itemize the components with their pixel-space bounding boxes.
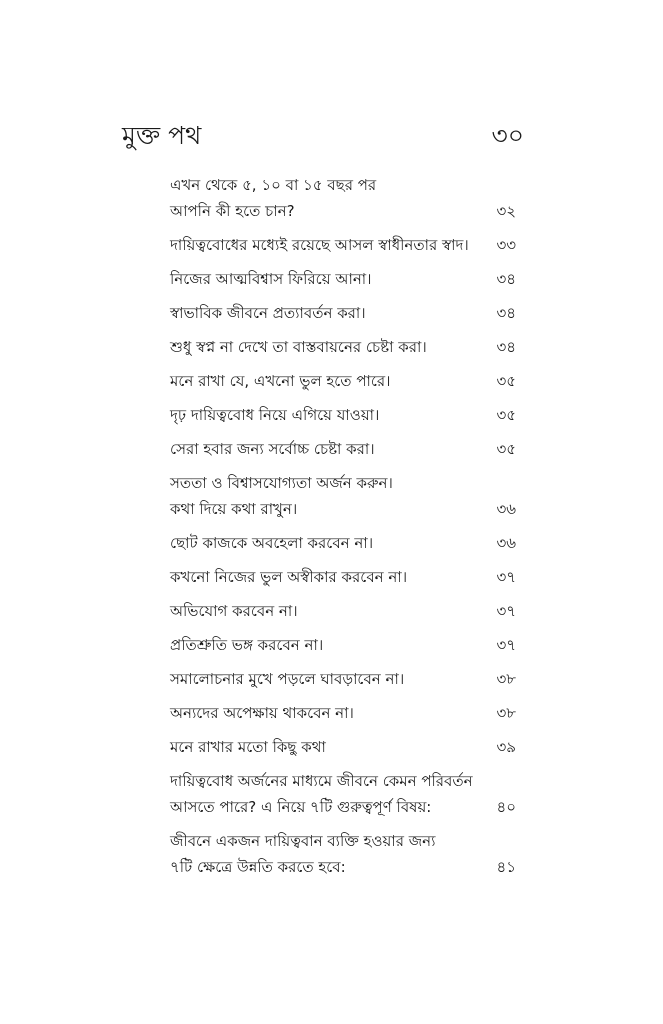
toc-entry-page-number: ৩৫: [496, 372, 516, 390]
toc-entry[interactable]: [170, 436, 516, 462]
toc-entry[interactable]: [170, 368, 516, 394]
toc-entry-page-number: ৩৭: [496, 602, 516, 620]
toc-entry-page-number: ৩৬: [496, 500, 516, 518]
toc-entry-title-line: ছোট কাজকে অবহেলা করবেন না।: [170, 534, 374, 552]
toc-entry-title-line: নিজের আত্মবিশ্বাস ফিরিয়ে আনা।: [170, 270, 372, 288]
toc-entry-title-line: অভিযোগ করবেন না।: [170, 602, 298, 620]
toc-entry-page-number: ৩২: [496, 202, 516, 220]
section-heading: [122, 118, 524, 158]
toc-entry-page-number: ৩৪: [496, 338, 516, 356]
toc-entry[interactable]: [170, 598, 516, 624]
toc-entry[interactable]: [170, 334, 516, 360]
toc-entry-page-number: ৩৫: [496, 440, 516, 458]
toc-entry-page-number: ৩৬: [496, 534, 516, 552]
toc-entry-title-line: আসতে পারে? এ নিয়ে ৭টি গুরুত্বপূর্ণ বিষয়:: [170, 798, 432, 816]
section-page-number: ৩০: [491, 121, 524, 150]
toc-entry-page-number: ৩৭: [496, 568, 516, 586]
toc-entry-page-number: ৩৭: [496, 636, 516, 654]
toc-entry-title-line: সমালোচনার মুখে পড়লে ঘাবড়াবেন না।: [170, 670, 405, 688]
toc-entry[interactable]: [170, 530, 516, 556]
toc-entry-title-line: জীবনে একজন দায়িত্ববান ব্যক্তি হওয়ার জন্য: [170, 832, 436, 850]
toc-entry[interactable]: [170, 300, 516, 326]
toc-entry-page-number: ৩৩: [496, 236, 516, 254]
toc-entry[interactable]: [170, 768, 516, 820]
toc-entry[interactable]: [170, 828, 516, 880]
toc-entry[interactable]: [170, 172, 516, 224]
toc-entry[interactable]: [170, 734, 516, 760]
toc-entry-page-number: ৩৪: [496, 304, 516, 322]
toc-entry-title-line: ৭টি ক্ষেত্রে উন্নতি করতে হবে:: [170, 858, 346, 876]
toc-entry[interactable]: [170, 470, 516, 522]
toc-entry[interactable]: [170, 402, 516, 428]
toc-entry-page-number: ৩৫: [496, 406, 516, 424]
toc-entry[interactable]: [170, 666, 516, 692]
toc-entry-page-number: ৩৮: [496, 704, 516, 722]
toc-entry-page-number: ৪১: [496, 858, 516, 876]
table-of-contents: [170, 172, 516, 888]
toc-entry-title-line: সততা ও বিশ্বাসযোগ্যতা অর্জন করুন।: [170, 474, 393, 492]
toc-entry-title-line: মনে রাখার মতো কিছু কথা: [170, 738, 326, 756]
toc-entry-title-line: সেরা হবার জন্য সর্বোচ্চ চেষ্টা করা।: [170, 440, 375, 458]
toc-entry-title-line: দায়িত্ববোধ অর্জনের মাধ্যমে জীবনে কেমন পরিবর্তন: [170, 772, 473, 790]
toc-entry[interactable]: [170, 564, 516, 590]
toc-entry[interactable]: [170, 632, 516, 658]
toc-entry-title-line: দায়িত্ববোধের মধ্যেই রয়েছে আসল স্বাধীনতার স্বাদ।: [170, 236, 469, 254]
section-title: মুক্ত পথ: [122, 121, 202, 150]
toc-entry-page-number: ৩৮: [496, 670, 516, 688]
toc-entry-title-line: মনে রাখা যে, এখনো ভুল হতে পারে।: [170, 372, 391, 390]
toc-entry-page-number: ৩৯: [496, 738, 516, 756]
toc-entry[interactable]: [170, 266, 516, 292]
toc-entry-page-number: ৪০: [496, 798, 516, 816]
toc-entry-title-line: আপনি কী হতে চান?: [170, 202, 295, 220]
toc-entry-page-number: ৩৪: [496, 270, 516, 288]
toc-entry-title-line: এখন থেকে ৫, ১০ বা ১৫ বছর পর: [170, 176, 377, 194]
toc-entry-title-line: অন্যদের অপেক্ষায় থাকবেন না।: [170, 704, 354, 722]
toc-entry[interactable]: [170, 232, 516, 258]
toc-entry-title-line: দৃঢ় দায়িত্ববোধ নিয়ে এগিয়ে যাওয়া।: [170, 406, 380, 424]
toc-entry-title-line: শুধু স্বপ্ন না দেখে তা বাস্তবায়নের চেষ্টা করা।: [170, 338, 427, 356]
toc-entry-title-line: প্রতিশ্রুতি ভঙ্গ করবেন না।: [170, 636, 324, 654]
toc-entry-title-line: স্বাভাবিক জীবনে প্রত্যাবর্তন করা।: [170, 304, 366, 322]
toc-entry-title-line: কথা দিয়ে কথা রাখুন।: [170, 500, 298, 518]
toc-entry-title-line: কখনো নিজের ভুল অস্বীকার করবেন না।: [170, 568, 408, 586]
toc-entry[interactable]: [170, 700, 516, 726]
